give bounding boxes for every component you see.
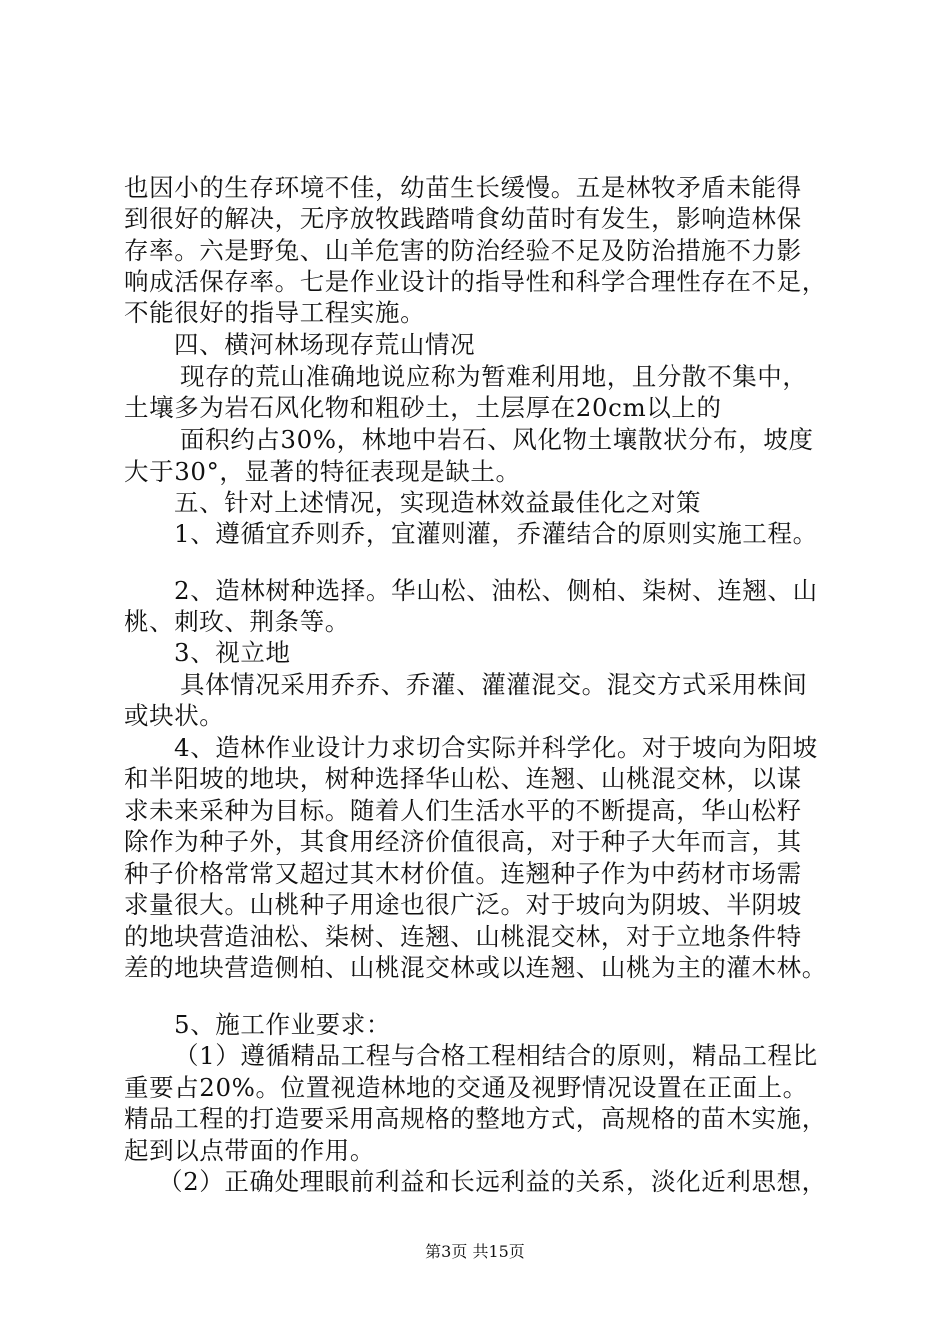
text-line: 或块状。 [124, 701, 225, 730]
text-line: 桃、刺玫、荆条等。 [124, 607, 350, 636]
text-line: 种子价格常常又超过其木材价值。连翘种子作为中药材市场需 [124, 859, 802, 888]
text-line: 大于30°，显著的特征表现是缺土。 [124, 457, 521, 486]
text-line: 差的地块营造侧柏、山桃混交林或以连翘、山桃为主的灌木林。 [124, 953, 827, 982]
text-line: 除作为种子外，其食用经济价值很高，对于种子大年而言，其 [124, 827, 802, 856]
list-item: 3、视立地 [174, 638, 291, 667]
text-line: 现存的荒山准确地说应称为暂难利用地，且分散不集中， [180, 362, 808, 391]
section-heading: 四、横河林场现存荒山情况 [174, 330, 476, 359]
list-item: （1）遵循精品工程与合格工程相结合的原则，精品工程比 [174, 1041, 818, 1070]
text-line: 响成活保存率。七是作业设计的指导性和科学合理性存在不足， [124, 267, 827, 296]
text-line: 求量很大。山桃种子用途也很广泛。对于坡向为阴坡、半阴坡 [124, 890, 802, 919]
section-heading: 五、针对上述情况，实现造林效益最佳化之对策 [174, 488, 702, 517]
text-line: 存率。六是野兔、山羊危害的防治经验不足及防治措施不力影 [124, 236, 802, 265]
text-line: 到很好的解决，无序放牧践踏啃食幼苗时有发生，影响造林保 [124, 204, 802, 233]
text-line: 起到以点带面的作用。 [124, 1136, 375, 1165]
page-footer: 第3页 共15页 [425, 1242, 525, 1261]
list-item: 2、造林树种选择。华山松、油松、侧柏、柒树、连翘、山 [174, 576, 818, 605]
text-line: 不能很好的指导工程实施。 [124, 298, 426, 327]
text-line: 土壤多为岩石风化物和粗砂土，土层厚在20cm以上的 [124, 393, 722, 422]
text-line: 精品工程的打造要采用高规格的整地方式，高规格的苗木实施， [124, 1104, 827, 1133]
list-item: 5、施工作业要求： [174, 1010, 391, 1039]
list-item: 1、遵循宜乔则乔，宜灌则灌，乔灌结合的原则实施工程。 [174, 519, 818, 548]
list-item: （2）正确处理眼前利益和长远利益的关系，淡化近利思想， [158, 1167, 827, 1196]
text-line: 的地块营造油松、柒树、连翘、山桃混交林，对于立地条件特 [124, 922, 802, 951]
text-line: 和半阳坡的地块，树种选择华山松、连翘、山桃混交林，以谋 [124, 764, 802, 793]
text-line: 求未来采种为目标。随着人们生活水平的不断提高，华山松籽 [124, 796, 802, 825]
text-line: 具体情况采用乔乔、乔灌、灌灌混交。混交方式采用株间 [180, 670, 808, 699]
list-item: 4、造林作业设计力求切合实际并科学化。对于坡向为阳坡 [174, 733, 818, 762]
text-line: 也因小的生存环境不佳，幼苗生长缓慢。五是林牧矛盾未能得 [124, 173, 802, 202]
text-line: 面积约占30%，林地中岩石、风化物土壤散状分布，坡度 [180, 425, 814, 454]
text-line: 重要占20%。位置视造林地的交通及视野情况设置在正面上。 [124, 1073, 808, 1102]
